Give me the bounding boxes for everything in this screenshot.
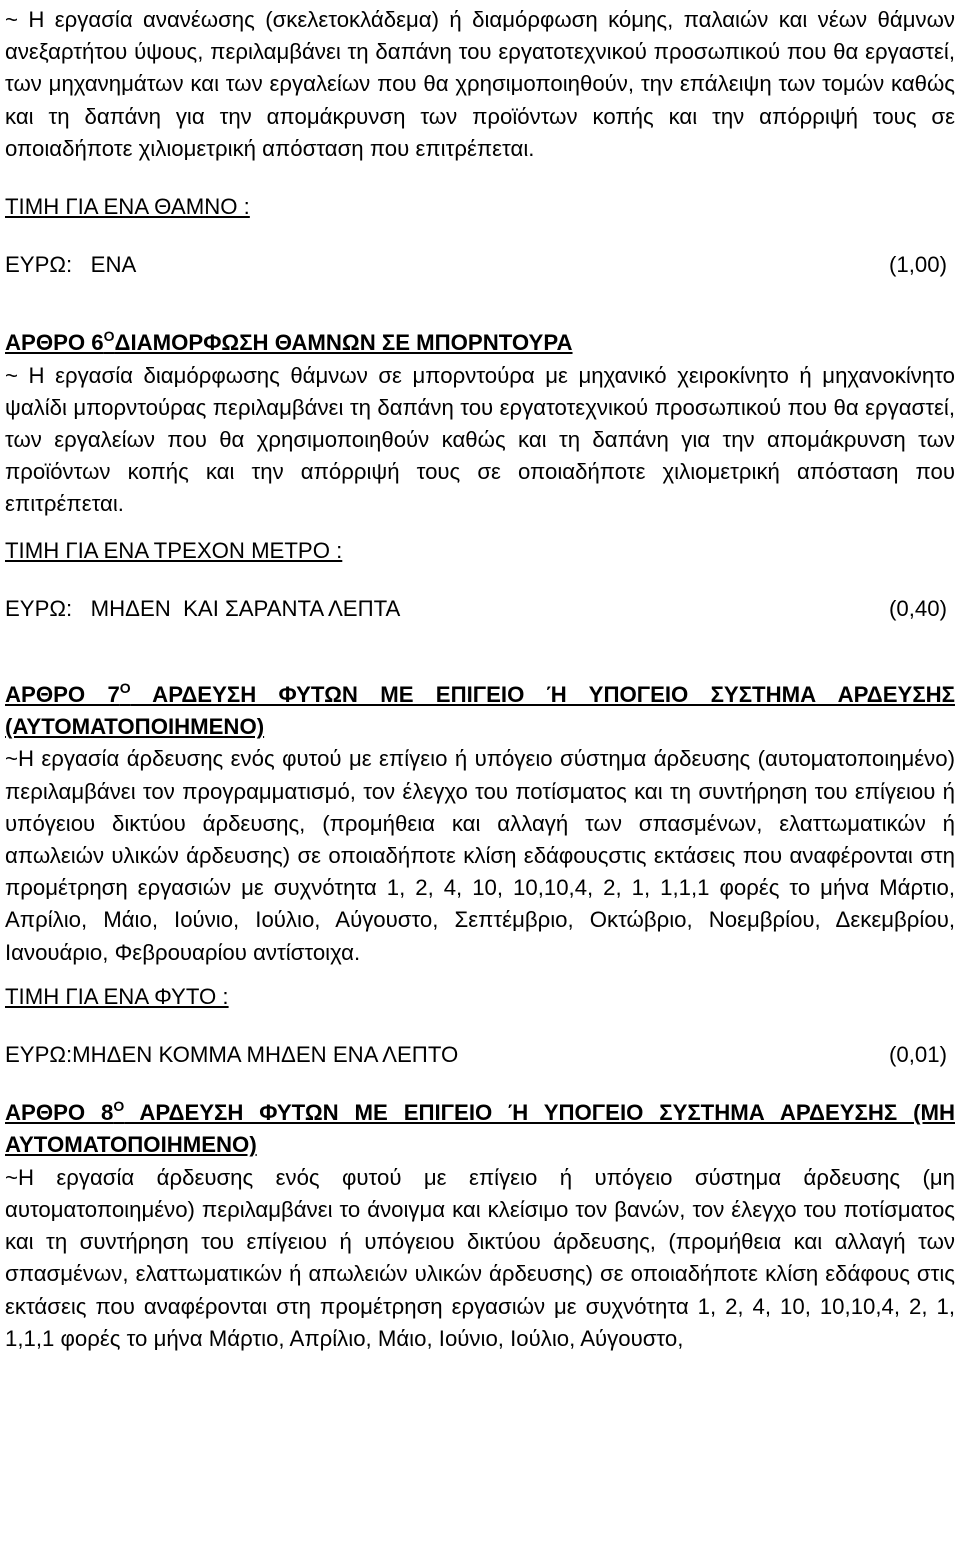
article-heading [5,679,955,743]
price-label: ΤΙΜΗ ΓΙΑ ΕΝΑ ΦΥΤΟ : [5,983,229,1009]
document-page [5,4,955,1355]
price-line [5,249,955,281]
price-words: ΕΥΡΩ: ΜΗΔΕΝ ΚΑΙ ΣΑΡΑΝΤΑ ΛΕΠΤΑ [5,595,401,621]
article-number: ΑΡΘΡΟ $6^O$ [5,328,115,356]
price-words: ΕΥΡΩ:ΜΗΔΕΝ ΚΟΜΜΑ ΜΗΔΕΝ ΕΝΑ ΛΕΠΤΟ [5,1042,459,1068]
price-label: ΤΙΜΗ ΓΙΑ ΕΝΑ ΤΡΕΧΟΝ ΜΕΤΡΟ : [5,537,343,563]
article-paragraph: ~ Η εργασία διαμόρφωσης θάμνων σε μπορντούρα με μηχανικό χειροκίνητο ή μηχανοκίνητο ψαλίδι μπορντούρας περιλαμβάνει τη δαπάνη του εργατοτεχνικού προσωπικού που θα εργαστεί, των εργαλείων που θα χρησιμοποιηθούν καθώς και τη δαπάνη για την απομάκρυνση των προϊόντων κοπής και την απόρριψή τους σε οποιαδήποτε χιλιομετρική απόσταση που επιτρέπεται. [5,362,955,517]
price-value: (0,40) [889,595,947,621]
intro-paragraph: ~ Η εργασία ανανέωσης (σκελετοκλάδεμα) ή διαμόρφωση κόμης, παλαιών και νέων θάμνων ανεξαρτήτου ύψους, περιλαμβάνει τη δαπάνη του εργατοτεχνικού προσωπικού που θα εργαστεί, των μηχανημάτων και των εργαλείων που θα χρησιμοποιηθούν, την επάλειψη των τομών καθώς και τη δαπάνη για την απομάκρυνση των προϊόντων κοπής και την απόρριψή τους σε οποιαδήποτε χιλιομετρική απόσταση που επιτρέπεται. [5,7,955,161]
price-label: ΤΙΜΗ ΓΙΑ ΕΝΑ ΘΑΜΝΟ : [5,194,250,220]
article-title: ΑΡΔΕΥΣΗ ΦΥΤΩΝ ΜΕ ΕΠΙΓΕΙΟ Ή ΥΠΟΓΕΙΟ ΣΥΣΤΗΜΑ ΑΡΔΕΥΣΗΣ (ΑΥΤΟΜΑΤΟΠΟΙΗΜΕΝΟ) [5,682,955,740]
article-paragraph: ~Η εργασία άρδευσης ενός φυτού με επίγειο ή υπόγειο σύστημα άρδευσης (μη αυτοματοποιημένο) περιλαμβάνει το άνοιγμα και κλείσιμο τον βανών, τον έλεγχο του ποτίσματος και τη συντήρηση του επίγειου ή υπόγειου δικτύου άρδευσης, (προμήθεια και αλλαγή των σπασμένων, ελαττωματικών ή απωλειών υλικών άρδευσης) σε οποιαδήποτε κλίση εδάφους στις εκτάσεις που αναφέρονται στη προμέτρηση εργασιών με συχνότητα 1, 2, 4, 10, 10,10,4, 2, 1, 1,1,1 φορές το μήνα Μάρτιο, Απρίλιο, Μάιο, Ιούνιο, Ιούλιο, Αύγουστο, [5,1164,955,1351]
article-paragraph: ~Η εργασία άρδευσης ενός φυτού με επίγειο ή υπόγειο σύστημα άρδευσης (αυτοματοποιημένο) περιλαμβάνει τον προγραμματισμό, τον έλεγχο του ποτίσματος και τη συντήρηση του επίγειου ή υπόγειου δικτύου άρδευσης, (προμήθεια και αλλαγή των σπασμένων, ελαττωματικών ή απωλειών υλικών άρδευσης) σε οποιαδήποτε κλίση εδάφουςστις εκτάσεις που αναφέρονται στη προμέτρηση εργασιών με συχνότητα 1, 2, 4, 10, 10,10,4, 2, 1, 1,1,1 φορές το μήνα Μάρτιο, Απρίλιο, Μάιο, Ιούνιο, Ιούλιο, Αύγουστο, Σεπτέμβριο, Οκτώβριο, Νοεμβρίου, Δεκεμβρίου, Ιανουάριο, Φεβρουαρίου αντίστοιχα. [5,746,955,965]
article-title: ΔΙΑΜΟΡΦΩΣΗ ΘΑΜΝΩΝ ΣΕ ΜΠΟΡΝΤΟΥΡΑ [114,330,573,356]
price-value: (0,01) [889,1042,947,1068]
price-words: ΕΥΡΩ: ΕΝΑ [5,252,137,278]
article-heading [5,1097,955,1161]
article-heading [5,327,955,359]
article-number: ΑΡΘΡΟ $7^O$ [5,680,131,708]
price-line [5,1039,955,1071]
article-title: ΑΡΔΕΥΣΗ ΦΥΤΩΝ ΜΕ ΕΠΙΓΕΙΟ Ή ΥΠΟΓΕΙΟ ΣΥΣΤΗΜΑ ΑΡΔΕΥΣΗΣ (ΜΗ ΑΥΤΟΜΑΤΟΠΟΙΗΜΕΝΟ) [5,1100,955,1158]
price-value: (1,00) [889,252,947,278]
article-number: ΑΡΘΡΟ $8^O$ [5,1098,125,1126]
price-line [5,593,955,625]
